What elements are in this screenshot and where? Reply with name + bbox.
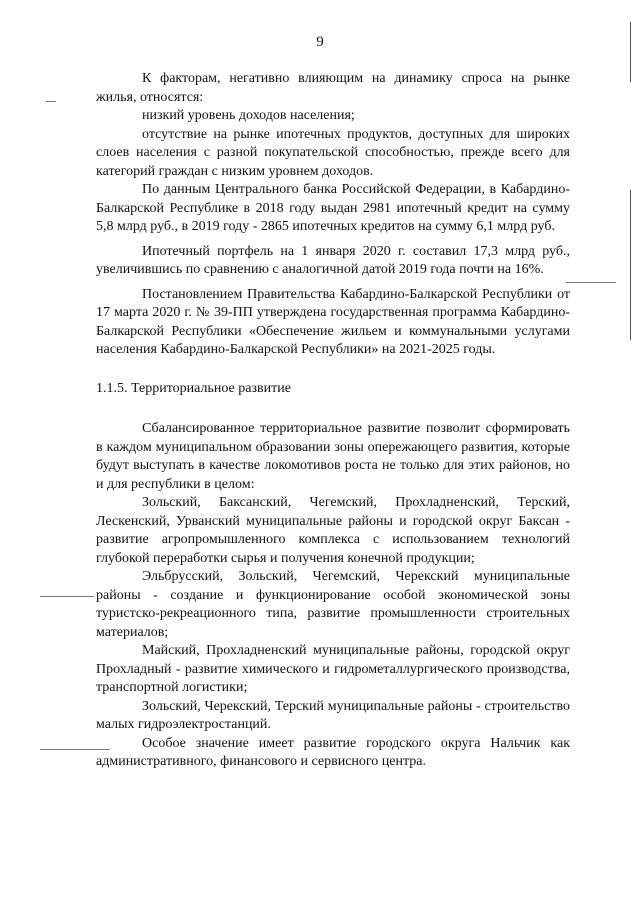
scan-edge-line (630, 22, 631, 82)
list-item: Майский, Прохладненский муниципальные районы, городской округ Прохладный - развитие химического и гидрометаллургического производства, транспортной логистики; (96, 643, 570, 695)
scan-mark (46, 101, 56, 102)
paragraph: Ипотечный портфель на 1 января 2020 г. составил 17,3 млрд руб., увеличившись по сравнению с аналогичной датой 2019 года почти на 16%. (96, 243, 570, 277)
list-item: отсутствие на рынке ипотечных продуктов, доступных для широких слоев населения с разной покупательской способностью, прежде всего для категорий граждан с низким уровнем доходов. (96, 126, 570, 179)
paragraph: Постановлением Правительства Кабардино-Балкарской Республики от 17 марта 2020 г. № 39-ПП утверждена государственная программа Кабардино-Балкарской Республики «Обеспечение жильем и коммунальными услугами населения Кабардино-Балкарской Республики» на 2021-2025 годы. (96, 286, 570, 357)
paragraph: К факторам, негативно влияющим на динамику спроса на рынке жилья, относятся: (96, 71, 570, 105)
section-heading: 1.1.5. Территориальное развитие (96, 380, 291, 396)
scan-mark (40, 596, 94, 597)
list-item: Зольский, Баксанский, Чегемский, Прохладненский, Терский, Лескенский, Урванский муниципальные районы и городской округ Баксан - развитие агропромышленного комплекса с использованием технологий глубокой переработки сырья и получения конечной продукции; (96, 495, 570, 566)
paragraph: Особое значение имеет развитие городского округа Нальчик как административного, финансового и сервисного центра. (96, 735, 570, 769)
document-body (96, 70, 570, 772)
paragraph: По данным Центрального банка Российской Федерации, в Кабардино-Балкарской Республике в 2018 году выдан 2981 ипотечный кредит на сумму 5,8 млрд руб., в 2019 году - 2865 ипотечных кредитов на сумму 6,1 млрд руб. (96, 182, 570, 234)
scan-edge-line (630, 190, 631, 340)
page-number: 9 (316, 34, 324, 50)
list-item: Зольский, Черекский, Терский муниципальные районы - строительство малых гидроэлектростанций. (96, 698, 570, 732)
list-item: низкий уровень доходов населения; (142, 108, 355, 123)
scan-mark (566, 282, 616, 283)
paragraph: Сбалансированное территориальное развитие позволит сформировать в каждом муниципальном образовании зоны опережающего развития, которые будут выступать в качестве локомотивов роста не только для этих районов, но и для республики в целом: (96, 421, 570, 492)
list-item: Эльбрусский, Зольский, Чегемский, Черекский муниципальные районы - создание и функционирование особой экономической зоны туристско-рекреационного типа, развитие промышленности строительных материалов; (96, 569, 570, 640)
